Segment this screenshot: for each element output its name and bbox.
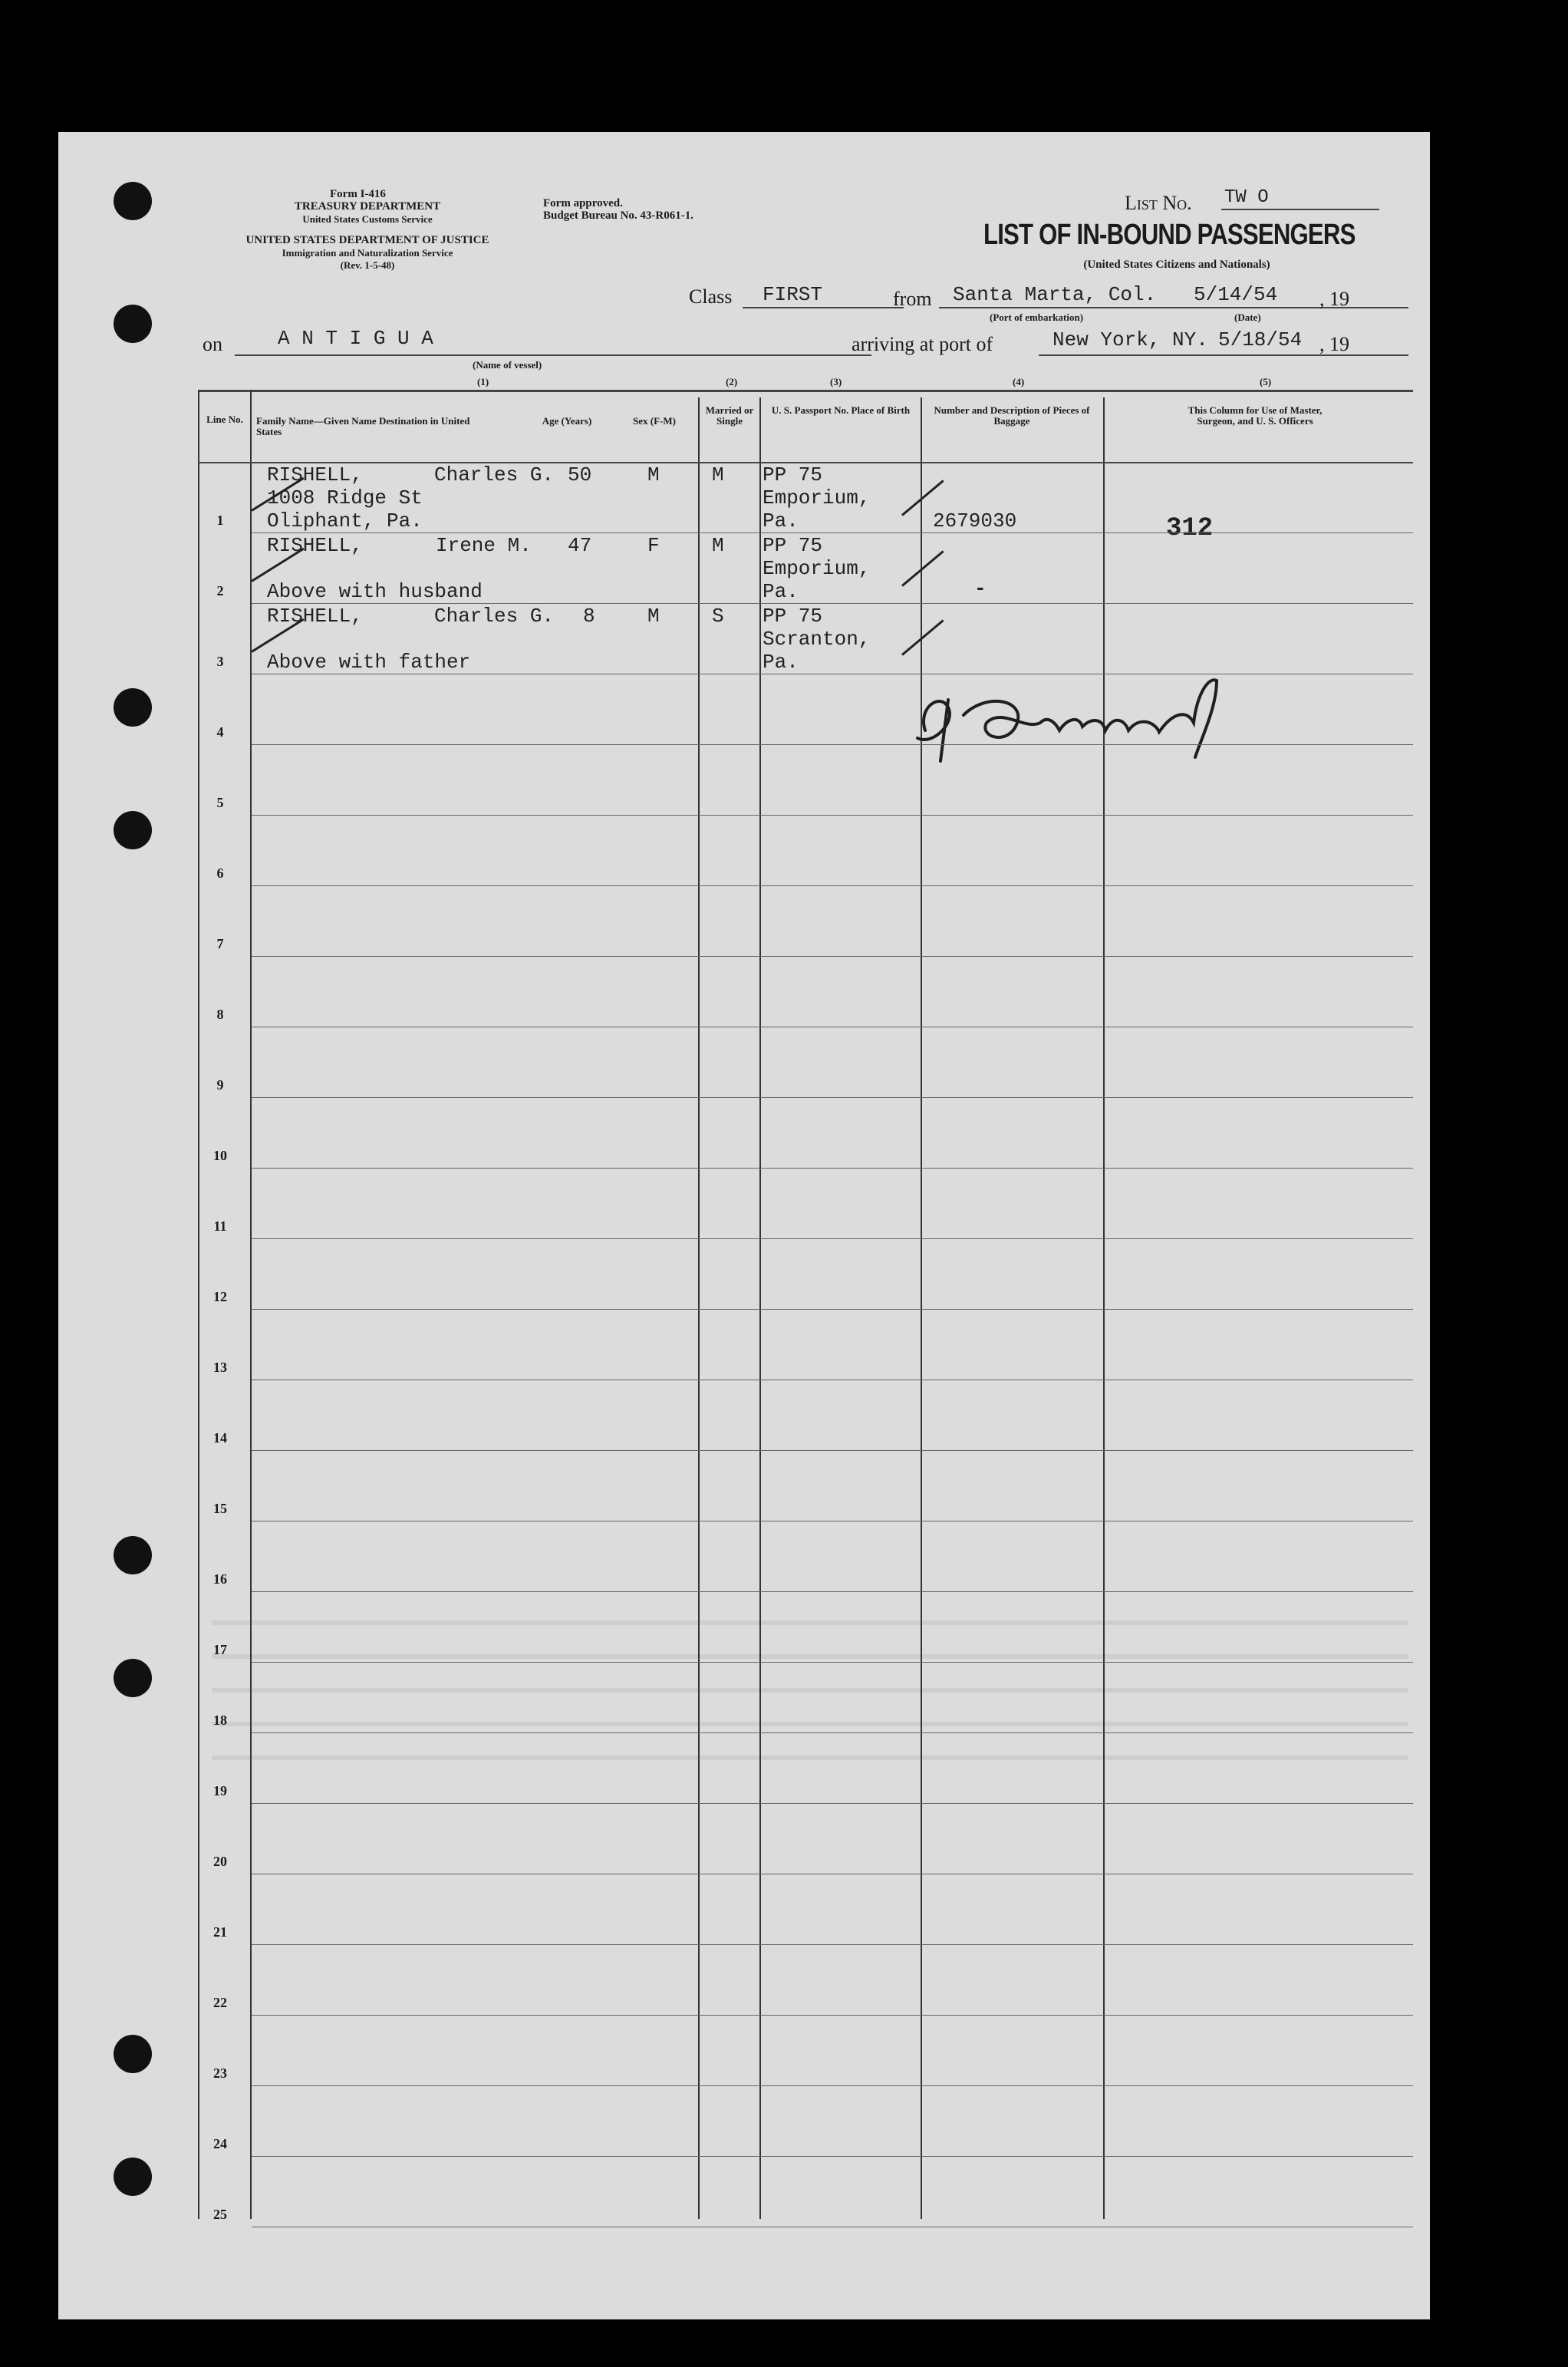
row-number: 1 (216, 513, 224, 528)
passenger-birth-state: Pa. (763, 651, 799, 674)
header-name: Family Name—Given Name Destination in United States (256, 415, 470, 437)
passenger-birth-place: Scranton, (763, 628, 871, 651)
passenger-address: 1008 Ridge St (267, 486, 423, 509)
department-of-justice: UNITED STATES DEPARTMENT OF JUSTICE (245, 234, 489, 246)
row-number: 25 (213, 2207, 227, 2222)
passenger-birth-place: Emporium, (763, 486, 871, 509)
row-line (252, 532, 1413, 533)
row-line (252, 885, 1413, 886)
row-line (252, 1238, 1413, 1239)
row-number: 11 (213, 1218, 227, 1234)
passenger-age: 8 (583, 605, 595, 628)
column-number-1: (1) (477, 376, 489, 387)
row-number: 19 (213, 1783, 227, 1798)
list-no-value: TW O (1224, 187, 1269, 208)
row-line (252, 1591, 1413, 1592)
row-line (252, 2156, 1413, 2157)
row-line (252, 2085, 1413, 2086)
passenger-destination: Above with husband (267, 580, 483, 603)
officer-note: 312 (1166, 514, 1214, 543)
passenger-destination: Oliphant, Pa. (267, 509, 423, 532)
row-number: 3 (216, 654, 224, 669)
row-line (252, 1944, 1413, 1945)
customs-service: United States Customs Service (302, 213, 433, 225)
row-number: 9 (216, 1077, 224, 1093)
budget-bureau: Budget Bureau No. 43-R061-1. (543, 209, 693, 222)
vessel-underline (235, 354, 871, 356)
passenger-given-name: Irene M. (436, 534, 532, 557)
port-embark-caption: (Port of embarkation) (990, 312, 1084, 323)
passenger-sex: M (647, 463, 660, 486)
form-number: Form I-416 (330, 188, 386, 200)
row-line (252, 1097, 1413, 1098)
passenger-passport: PP 75 (763, 463, 823, 486)
passenger-sex: F (647, 534, 660, 557)
passenger-given-name: Charles G. (434, 463, 555, 486)
column-number-2: (2) (726, 376, 738, 387)
passenger-surname: RISHELL, (267, 534, 363, 557)
passenger-birth-place: Emporium, (763, 557, 871, 580)
class-value: FIRST (763, 283, 823, 306)
row-line (252, 744, 1413, 745)
passenger-sex: M (647, 605, 660, 628)
row-number: 8 (216, 1007, 224, 1022)
table-left-border (198, 390, 199, 2219)
row-line (252, 815, 1413, 816)
from-underline (939, 307, 1376, 308)
check-mark (901, 550, 944, 586)
row-number: 24 (213, 2136, 227, 2151)
arrival-date: 5/18/54 (1218, 328, 1303, 351)
row-line (252, 1168, 1413, 1169)
row-number: 6 (216, 865, 224, 881)
passenger-passport: PP 75 (763, 534, 823, 557)
binder-hole (114, 182, 152, 220)
header-officers: This Column for Use of Master, Surgeon, and U. S. Officers (1188, 404, 1323, 427)
handwritten-signature (894, 646, 1293, 769)
row-line (252, 1803, 1413, 1804)
row-number: 23 (213, 2065, 227, 2081)
row-number: 7 (216, 936, 224, 951)
form-subtitle: (United States Citizens and Nationals) (1083, 259, 1270, 271)
passenger-passport: PP 75 (763, 605, 823, 628)
column-number-3: (3) (830, 376, 842, 387)
vessel-name: A N T I G U A (278, 327, 433, 350)
row-number: 15 (213, 1501, 227, 1516)
on-label: on (203, 333, 222, 355)
bleed-through-text (212, 1620, 1408, 1774)
form-sheet (58, 132, 1430, 2319)
header-line-no: Line No. (206, 414, 243, 425)
year-label-2: , 19 (1319, 333, 1349, 355)
form-title: LIST OF IN-BOUND PASSENGERS (983, 219, 1356, 251)
year-underline-2 (1362, 354, 1408, 356)
list-no-label: List No. (1125, 192, 1192, 214)
arrival-port: New York, NY. (1052, 328, 1208, 351)
treasury-department: TREASURY DEPARTMENT (294, 200, 441, 213)
binder-hole (114, 1659, 152, 1697)
passenger-age: 47 (568, 534, 592, 557)
passenger-birth-state: Pa. (763, 580, 799, 603)
passenger-given-name: Charles G. (434, 605, 555, 628)
header-sex: Sex (F-M) (633, 415, 676, 427)
header-age: Age (Years) (542, 415, 592, 427)
row-number: 22 (213, 1995, 227, 2010)
binder-hole (114, 2158, 152, 2196)
binder-hole (114, 305, 152, 343)
passenger-married: M (712, 534, 724, 557)
row-number: 2 (216, 583, 224, 598)
departure-date: 5/14/54 (1194, 283, 1278, 306)
class-label: Class (689, 285, 733, 308)
header-baggage: Number and Description of Pieces of Baggage (934, 404, 1090, 427)
row-number: 18 (213, 1713, 227, 1728)
passenger-baggage: 2679030 (933, 509, 1017, 532)
column-number-4: (4) (1013, 376, 1025, 387)
row-number: 14 (213, 1430, 227, 1446)
from-label: from (893, 288, 932, 310)
row-number: 21 (213, 1924, 227, 1940)
passenger-birth-state: Pa. (763, 509, 799, 532)
arriving-label: arriving at port of (852, 333, 993, 355)
row-number: 10 (213, 1148, 227, 1163)
column-number-5: (5) (1260, 376, 1272, 387)
binder-hole (114, 688, 152, 727)
date-caption: (Date) (1234, 312, 1261, 323)
passenger-married: S (712, 605, 724, 628)
row-number: 5 (216, 795, 224, 810)
row-line (252, 956, 1413, 957)
binder-hole (114, 2035, 152, 2073)
vessel-caption: (Name of vessel) (473, 359, 542, 371)
form-approved: Form approved. (543, 197, 623, 209)
list-no-underline (1221, 209, 1379, 210)
row-number: 13 (213, 1360, 227, 1375)
embarkation-port: Santa Marta, Col. (953, 283, 1157, 306)
passenger-baggage: - (974, 577, 987, 600)
row-line (252, 2015, 1413, 2016)
row-number: 20 (213, 1854, 227, 1869)
row-line (252, 1309, 1413, 1310)
year-underline-1 (1362, 307, 1408, 308)
row-line (252, 1450, 1413, 1451)
passenger-age: 50 (568, 463, 592, 486)
row-number: 4 (216, 724, 224, 740)
passenger-surname: RISHELL, (267, 463, 363, 486)
immigration-service: Immigration and Naturalization Service (282, 247, 453, 259)
passenger-destination: Above with father (267, 651, 471, 674)
class-underline (743, 307, 904, 308)
row-number: 16 (213, 1571, 227, 1587)
passenger-married: M (712, 463, 724, 486)
col-divider-passport (759, 397, 761, 2219)
col-divider-married (698, 397, 700, 2219)
row-line (252, 603, 1413, 604)
binder-hole (114, 1536, 152, 1574)
table-top-border (198, 390, 1413, 392)
header-passport: U. S. Passport No. Place of Birth (771, 404, 911, 416)
row-number: 17 (213, 1642, 227, 1657)
row-number: 12 (213, 1289, 227, 1304)
header-married: Married or Single (705, 404, 754, 427)
binder-hole (114, 811, 152, 849)
form-revision: (Rev. 1-5-48) (340, 259, 395, 271)
year-label-1: , 19 (1319, 288, 1349, 310)
passenger-surname: RISHELL, (267, 605, 363, 628)
